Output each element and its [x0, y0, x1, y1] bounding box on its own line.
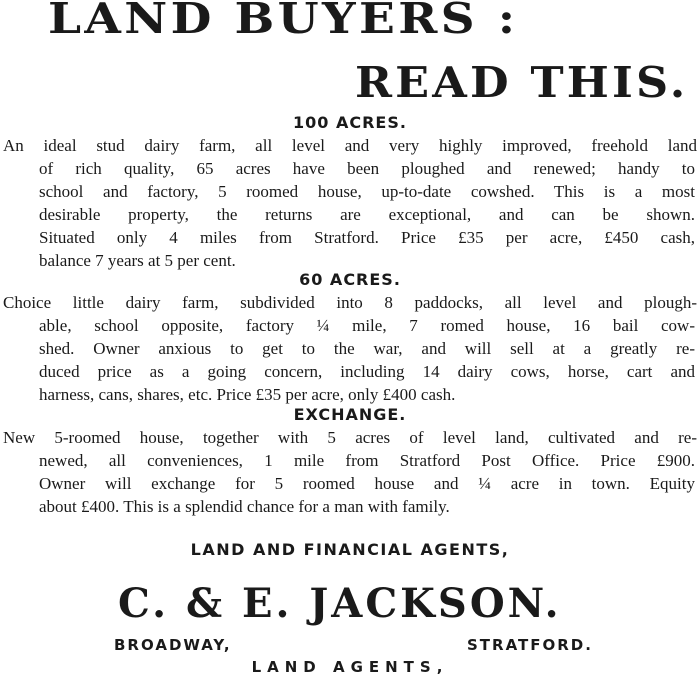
body-line: shed. Owner anxious to get to the war, and will sell at a greatly re- — [39, 339, 695, 358]
listing-body-60-acres — [0, 291, 700, 406]
body-line: newed, all conveniences, 1 mile from Stratford Post Office. Price £900. — [39, 451, 695, 470]
body-line: Owner will exchange for 5 roomed house and ¼ acre in town. Equity — [39, 474, 695, 493]
bottom-land-agents: LAND AGENTS, — [251, 658, 449, 676]
body-line: duced price as a going concern, including 14 dairy cows, horse, cart and — [39, 362, 695, 381]
body-line: able, school opposite, factory ¼ mile, 7 romed house, 16 bail cow- — [39, 316, 695, 335]
firm-town: STRATFORD. — [467, 636, 593, 654]
listing-heading-exchange: EXCHANGE. — [293, 405, 407, 424]
body-line: An ideal stud dairy farm, all level and very highly improved, freehold land — [3, 136, 697, 155]
body-line: school and factory, 5 roomed house, up-to-date cowshed. This is a most — [39, 182, 695, 201]
body-line: New 5-roomed house, together with 5 acres of level land, cultivated and re- — [3, 428, 697, 447]
listing-heading-100-acres: 100 ACRES. — [293, 113, 407, 132]
firm-street: BROADWAY, — [114, 636, 232, 654]
listing-heading-60-acres: 60 ACRES. — [299, 270, 401, 289]
listing-body-exchange — [0, 426, 700, 518]
headline-land-buyers: LAND BUYERS : — [48, 0, 519, 43]
firm-name: C. & E. JACKSON. — [118, 580, 562, 627]
body-line: Choice little dairy farm, subdivided into 8 paddocks, all level and plough- — [3, 293, 697, 312]
agents-label: LAND AND FINANCIAL AGENTS, — [190, 540, 510, 559]
body-line: about £400. This is a splendid chance for a man with family. — [39, 497, 450, 516]
listing-body-100-acres — [0, 134, 700, 272]
headline-read-this: READ THIS. — [355, 58, 689, 107]
body-line: desirable property, the returns are exceptional, and can be shown. — [39, 205, 695, 224]
body-line: of rich quality, 65 acres have been ploughed and renewed; handy to — [39, 159, 695, 178]
body-line: Situated only 4 miles from Stratford. Price £35 per acre, £450 cash, — [39, 228, 695, 247]
body-line: balance 7 years at 5 per cent. — [39, 251, 236, 270]
body-line: harness, cans, shares, etc. Price £35 per acre, only £400 cash. — [39, 385, 456, 404]
